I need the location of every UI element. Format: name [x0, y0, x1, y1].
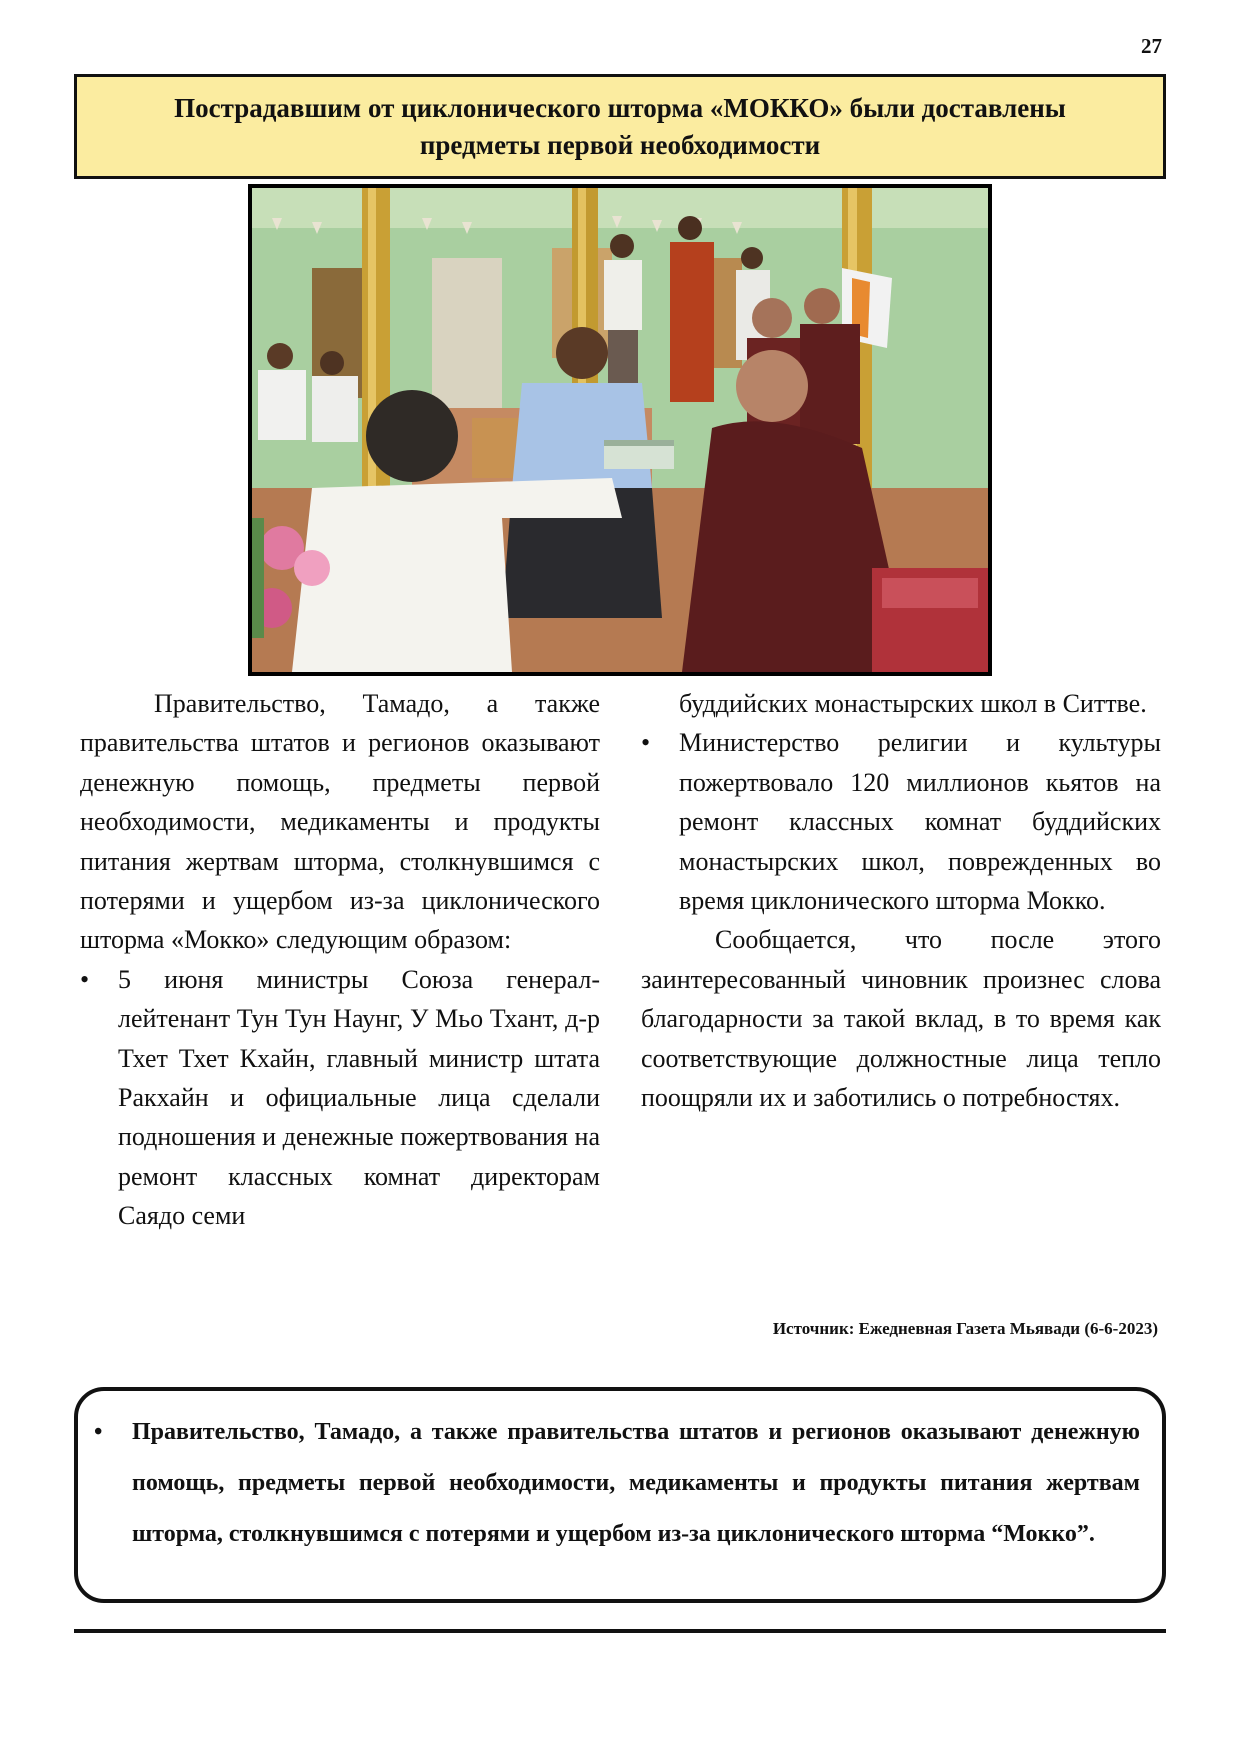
article-bullet-1: • 5 июня министры Союза генерал-лейтенант Тун Тун Наунг, У Мьо Тхант, д-р Тхет Тхет Кхайн, главный министр штата Ракхайн и официальные лица сделали подношения и денежные пожертвования на ремонт классных комнат директорам Саядо семи: [80, 960, 600, 1236]
article-bullet-1-continued: буддийских монастырских школ в Ситтве.: [679, 689, 1147, 718]
article-bullet-2: • Министерство религии и культуры пожертвовало 120 миллионов кьятов на ремонт классных комнат буддийских монастырских школ, поврежденных во время циклонического шторма Мокко.: [641, 723, 1161, 920]
article-column-right: [641, 684, 1161, 1117]
summary-box: [74, 1387, 1166, 1603]
news-photo: [248, 184, 992, 676]
title-line-2: предметы первой необходимости: [419, 129, 821, 160]
article-closing: Сообщается, что после этого заинтересованный чиновник произнес слова благодарности за такой вклад, в то время как соответствующие должностные лица тепло поощряли их и заботились о потребностях.: [641, 925, 1161, 1113]
source-citation: Источник: Ежедневная Газета Мьявади (6-6-2023): [772, 1319, 1158, 1338]
photo-donation-ceremony-monastery: [252, 188, 988, 672]
title-box: [74, 74, 1166, 179]
page-number: 27: [1141, 34, 1162, 58]
summary-text: • Правительство, Тамадо, а также правительства штатов и регионов оказывают денежную помощь, предметы первой необходимости, медикаменты и продукты питания жертвам шторма, столкнувшимся с потерями и ущербом из-за циклонического шторма “Мокко”.: [132, 1407, 1140, 1560]
page-title: [154, 90, 1086, 164]
title-line-1: Пострадавшим от циклонического шторма «МОККО» были доставлены: [174, 92, 1066, 123]
bottom-divider: [74, 1629, 1166, 1633]
article-intro: Правительство, Тамадо, а также правительства штатов и регионов оказывают денежную помощь, предметы первой необходимости, медикаменты и продукты питания жертвам шторма, столкнувшимся с потерями и ущербом из-за циклонического шторма «Мокко» следующим образом:: [80, 689, 600, 955]
article-column-left: [80, 684, 600, 1236]
